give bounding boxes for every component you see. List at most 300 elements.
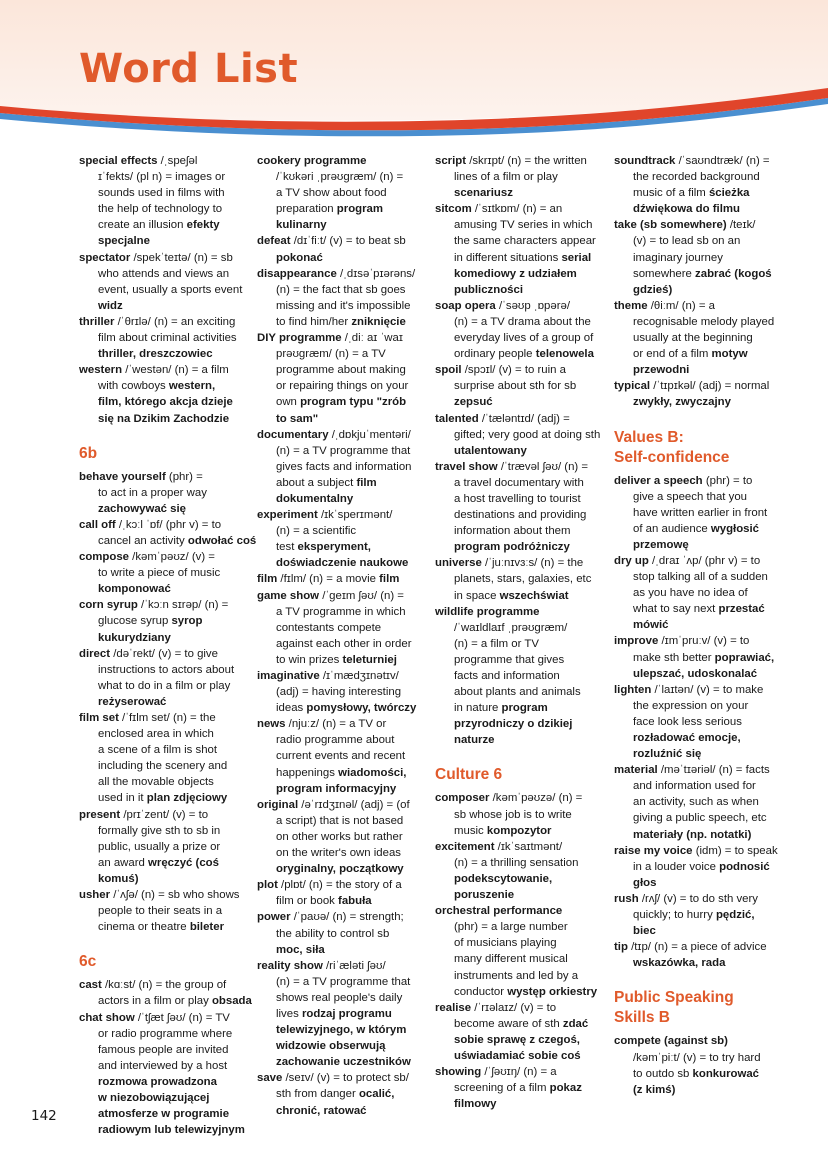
entry-line [435,427,607,443]
definition-text: destinations and providing [454,509,587,522]
translation: rodzaj programu [301,1007,392,1020]
translation: to sam" [276,412,319,425]
entry-line [257,781,429,797]
translation: specjalne [98,235,150,248]
translation: widz [98,299,123,312]
definition-text: what to say next [633,603,719,616]
definition-text: /ˈlaɪtən/ (v) = to make [651,683,764,696]
entry-line [79,346,251,362]
definition-text: /kɑːst/ (n) = the group of [101,979,227,992]
entry-line [435,475,607,491]
entry-line [257,861,429,877]
entry-line [79,185,251,201]
definition-text: the same characters appear [454,235,596,248]
definition-text: enclosed area in which [98,728,214,741]
entry-line [257,539,429,555]
definition-text: many different musical [454,953,568,966]
translation: program typu "zrób [300,396,407,409]
entry-line [435,684,607,700]
definition-text: /teɪk/ [726,219,756,232]
entry-line [79,903,251,919]
definition-text: ordinary people [454,348,536,361]
definition-text: /plɒt/ (n) = the story of a [277,879,402,892]
entry-line [257,346,429,362]
definition-text: lives [276,1007,302,1020]
translation: plan zdjęciowy [146,792,228,805]
word-entry [257,330,429,427]
entry-line [435,807,607,823]
headword: special effects [79,155,158,167]
definition-text: film or book [276,895,339,908]
definition-text: or radio programme where [98,1027,233,1040]
entry-line [79,533,257,549]
entry-line [79,919,251,935]
translation: rozmowa prowadzona [98,1075,217,1088]
definition-text: surprise about sth for sb [454,380,577,393]
entry-line [79,330,251,346]
definition-text: /ˈtrævəl ʃəʊ/ (n) = [497,460,589,473]
translation: naturze [454,734,495,747]
entry-line [614,282,786,298]
definition-text: a TV programme in which [276,605,406,618]
translation: ulepszać, udoskonalać [633,667,758,680]
word-entry [435,903,607,1000]
entry-line [257,378,429,394]
entry-line [257,765,429,781]
entry-line [435,266,607,282]
entry-line [614,1066,786,1082]
entry-line [257,990,429,1006]
translation: ścieżka [708,187,750,200]
headword: rush [614,892,639,905]
word-entry [79,250,251,314]
entry-line [614,650,786,666]
entry-line [614,666,786,682]
entry-line [257,620,429,636]
entry-line [435,233,607,249]
section-title: 6c [79,953,97,971]
word-entry [257,266,429,330]
headword: universe [435,557,482,570]
definition-text: amusing TV series in which [454,219,593,232]
translation: telenowela [535,348,594,361]
headword: composer [435,792,490,805]
definition-text: /ˌkɔːl ˈɒf/ (phr v) = to [115,518,222,531]
definition-text: /ˈɡeɪm ʃəʊ/ (n) = [319,589,404,602]
headword: present [79,808,121,821]
column-2 [257,153,429,1119]
translation: rozładować emocje, [633,732,741,744]
headword: save [257,1072,283,1085]
entry-line [435,217,607,233]
entry-line [435,1016,607,1032]
translation: film [379,573,400,586]
definition-text: radio programme about [276,734,395,747]
definition-text: give a speech that you [633,490,747,503]
entry-line [435,507,607,523]
entry-line [79,726,251,742]
definition-text: somewhere [633,267,696,280]
definition-text: /rʌʃ/ (v) = to do sth very [638,892,759,905]
entry-first-line [435,362,607,378]
definition-text: /ˈkʊkəri ˌprəʊɡræm/ (n) = [276,171,404,184]
entry-line [257,1006,429,1022]
definition-text: /ˌdraɪ ˈʌp/ (phr v) = to [648,554,761,567]
entry-line [257,555,429,571]
entry-line [614,537,786,553]
translation: wygłosić [710,522,760,535]
word-entry [614,217,786,297]
definition-text: to outdo sb [633,1067,693,1080]
entry-line [614,569,786,585]
definition-text: /kəmˈpəʊzə/ (n) = [489,792,583,805]
definition-text: /fɪlm/ (n) = a movie [277,573,380,586]
definition-text: what to do in a film or play [98,679,231,692]
entry-line [79,411,251,427]
word-entry [79,1010,251,1139]
definition-text: as you have no idea of [633,587,748,600]
entry-line [79,201,251,217]
entry-line [79,630,251,646]
entry-line [435,169,607,185]
entry-line [257,201,429,217]
entry-line [435,871,607,887]
word-entry [435,459,607,556]
definition-text: /ˈjuːnɪvɜːs/ (n) = the [481,557,584,570]
word-entry [435,790,607,838]
word-entry [435,298,607,362]
definition-text: a TV show about food [276,187,387,200]
definition-text: giving a public speech, etc [633,812,767,825]
word-entry [257,571,429,587]
definition-text: preparation [276,203,337,216]
headword: plot [257,879,278,892]
entry-first-line [435,201,607,217]
word-entry [257,909,429,957]
definition-text: in space [454,589,500,602]
entry-line [614,698,786,714]
definition-text: to find him/her [276,315,352,328]
definition-text: with cowboys [98,380,169,393]
entry-line [257,362,429,378]
section-heading [614,428,786,468]
word-entry [435,201,607,298]
definition-text: /ˈwaɪldlaɪf ˌprəʊɡræm/ [454,621,568,634]
translation: zdać [562,1017,589,1030]
entry-first-line [257,330,429,346]
headword: compete (against sb) [614,1035,728,1048]
translation: przemowę [633,538,689,551]
definition-text: /ˈpaʊə/ (n) = strength; [290,911,404,924]
definition-text: /ˈtʃæt ʃəʊ/ (n) = TV [134,1011,230,1024]
definition-text: /ˌdɪsəˈpɪərəns/ [336,267,416,280]
entry-line [257,684,429,700]
translation: fabuła [338,895,372,908]
definition-text: /ˈtɪpɪkəl/ (adj) = normal [650,380,770,393]
section-title: Culture 6 [435,766,503,784]
headword: cookery programme [257,155,367,167]
entry-line [79,790,251,806]
word-entry [257,1070,429,1118]
entry-line [257,942,429,958]
translation: mówić [633,619,669,632]
entry-line [435,968,607,984]
definition-text: (idm) = to speak [692,844,778,857]
headword: typical [614,380,651,393]
entry-line [435,330,607,346]
headword: tip [614,941,628,954]
entry-first-line [79,469,251,485]
entry-first-line [79,549,251,565]
definition-text: and interviewed by a host [98,1059,228,1072]
translation: widzowie obserwują [276,1040,386,1053]
entry-line [435,951,607,967]
page-number: 142 [31,1108,57,1124]
definition-text: /ˌspeʃəl [157,155,198,167]
translation: kompozytor [486,824,552,837]
definition-text: current events and recent [276,750,406,763]
definition-text: to write a piece of music [98,567,221,580]
entry-first-line [435,903,607,919]
headword: material [614,764,658,777]
translation: poprawiać, [714,651,775,664]
entry-line [79,662,251,678]
entry-line [79,993,251,1009]
definition-text: /ˈwestən/ (n) = a film [122,364,229,377]
definition-text: public, usually a prize or [98,840,221,853]
entry-line [257,169,429,185]
entry-line [614,330,786,346]
column-3 [435,153,607,1112]
headword: film [257,573,278,586]
definition-text: have written earlier in front [633,506,768,519]
translation: atmosferze w programie [98,1108,230,1121]
definition-text: (n) = a scientific [276,525,357,538]
translation: się na Dzikim Zachodzie [98,412,230,425]
headword: corn syrup [79,599,138,612]
headword: deliver a speech [614,474,703,487]
entry-line [79,501,251,517]
headword: game show [257,589,320,602]
definition-text: in different situations [454,251,562,264]
definition-text: happenings [276,766,339,779]
entry-line [435,919,607,935]
definition-text: /ɪˈmædʒɪnətɪv/ [319,670,399,682]
translation: scenariusz [454,187,513,200]
translation: pomysłowy, twórczy [306,702,417,715]
word-entry [79,977,251,1009]
definition-text: missing and it's impossible [276,299,411,312]
headword: spoil [435,364,462,377]
definition-text: /riˈæləti ʃəʊ/ [322,959,386,972]
definition-text: the recorded background [633,171,760,184]
entry-line [79,1122,251,1138]
entry-line [79,394,251,410]
entry-line [614,489,786,505]
entry-line [79,855,251,871]
entry-first-line [257,909,429,925]
entry-line [257,523,429,539]
translation: filmowy [454,1098,497,1111]
definition-text: including the scenery and [98,760,228,773]
definition-text: /ˈsɪtkɒm/ (n) = an [471,203,563,216]
definition-text: /əˈrɪdʒɪnəl/ (adj) = (of [298,798,410,811]
translation: doświadczenie naukowe [276,557,409,570]
definition-text: an activity, such as when [633,796,759,809]
definition-text: /ˈrɪəlaɪz/ (v) = to [471,1001,557,1014]
definition-text: event, usually a sports event [98,283,243,296]
page-title: Word List [79,46,299,92]
definition-text: /njuːz/ (n) = a TV or [285,718,387,731]
entry-line [614,266,786,282]
entry-line [257,813,429,829]
definition-text: usually at the beginning [633,332,753,345]
entry-first-line [257,153,429,169]
translation: utalentowany [454,444,527,457]
entry-first-line [79,1010,251,1026]
definition-text: ideas [276,702,307,715]
entry-first-line [435,790,607,806]
translation: thriller, dreszczowiec [98,348,213,361]
translation: zachowywać się [98,502,187,515]
definition-text: actors in a film or play [98,995,212,1008]
entry-first-line [614,378,786,394]
headword: DIY programme [257,332,342,345]
entry-first-line [257,571,429,587]
entry-first-line [257,1070,429,1086]
definition-text: an award [98,856,149,869]
definition-text: /seɪv/ (v) = to protect sb/ [282,1072,409,1085]
translation: oryginalny, początkowy [276,863,404,876]
definition-text: music [454,824,487,837]
word-entry [614,762,786,842]
entry-first-line [435,839,607,855]
translation: głos [633,876,657,889]
entry-first-line [435,459,607,475]
headword: lighten [614,683,652,696]
entry-line [435,588,607,604]
entry-line [614,955,786,971]
column-4 [614,153,786,1098]
entry-line [257,1038,429,1054]
entry-line [79,378,251,394]
entry-line [614,1050,786,1066]
entry-line [79,298,251,314]
definition-text: /ˈtæləntɪd/ (adj) = [478,412,570,425]
translation: zachowanie uczestników [276,1056,411,1069]
translation: film [356,476,377,489]
definition-text: programme about making [276,364,406,377]
headword: script [435,155,467,167]
translation: kukurydziany [98,631,171,644]
translation: przestać [718,603,765,616]
definition-text: recognisable melody played [633,315,775,328]
entry-line [614,859,786,875]
entry-line [257,829,429,845]
definition-text: about a subject [276,476,357,489]
definition-text: /ˈkɔːn sɪrəp/ (n) = [137,599,229,612]
entry-first-line [614,891,786,907]
word-entry [79,314,251,362]
headword: chat show [79,1011,135,1024]
translation: serial [561,251,592,264]
entry-line [257,298,429,314]
definition-text: instruments and led by a [454,969,579,982]
definition-text: a script) that is not based [276,814,404,827]
definition-text: shows real people's daily [276,991,403,1004]
entry-line [79,233,251,249]
definition-text: a host travelling to tourist [454,492,581,505]
definition-text: conductor [454,985,508,998]
translation: rozluźnić się [633,748,702,761]
translation: przyrodniczy o dzikiej [454,718,573,731]
translation: zniknięcie [351,315,406,328]
definition-text: /tɪp/ (n) = a piece of advice [627,941,767,954]
entry-first-line [257,958,429,974]
word-entry [435,153,607,201]
entry-line [614,505,786,521]
entry-first-line [614,298,786,314]
translation: western, [168,380,216,393]
definition-text: (n) = a thrilling sensation [454,856,579,869]
entry-first-line [79,646,251,662]
entry-line [257,893,429,909]
definition-text: /ˌdiː aɪ ˈwaɪ [341,332,403,345]
definition-text: /ɪkˈsperɪmənt/ [317,509,393,522]
entry-line [257,491,429,507]
entry-line [435,1096,607,1112]
entry-first-line [257,716,429,732]
definition-text: the ability to control sb [276,927,390,940]
word-entry [79,710,251,807]
entry-line [614,394,786,410]
word-entry [257,797,429,877]
entry-line [257,459,429,475]
entry-line [614,1082,786,1098]
entry-line [614,794,786,810]
definition-text: (n) = a TV programme that [276,444,411,457]
entry-line [435,185,607,201]
translation: w niezobowiązującej [98,1091,210,1104]
definition-text: glucose syrup [98,615,172,628]
section-title: 6b [79,444,98,462]
definition-text: of an audience [633,522,711,535]
entry-line [257,845,429,861]
definition-text: everyday lives of a group of [454,332,594,345]
entry-line [614,746,786,762]
definition-text: stop talking all of a sudden [633,571,768,584]
definition-text: (n) = a TV drama about the [454,315,591,328]
headword: direct [79,647,111,660]
entry-line [257,314,429,330]
entry-line [435,443,607,459]
definition-text: planets, stars, galaxies, etc [454,573,592,586]
definition-text: /ˈsaʊndtræk/ (n) = [675,155,770,167]
entry-first-line [79,887,251,903]
definition-text: famous people are invited [98,1043,229,1056]
entry-first-line [614,553,786,569]
entry-line [257,475,429,491]
definition-text: sb whose job is to write [454,808,572,821]
section-heading [79,444,251,464]
definition-text: /prɪˈzent/ (v) = to [120,808,209,821]
definition-text: ɪˈfekts/ (pl n) = images or [98,171,226,184]
definition-text: on other works but rather [276,830,403,843]
definition-text: cancel an activity [98,534,188,547]
headword: spectator [79,251,131,264]
entry-line [614,875,786,891]
entry-line [79,1058,251,1074]
